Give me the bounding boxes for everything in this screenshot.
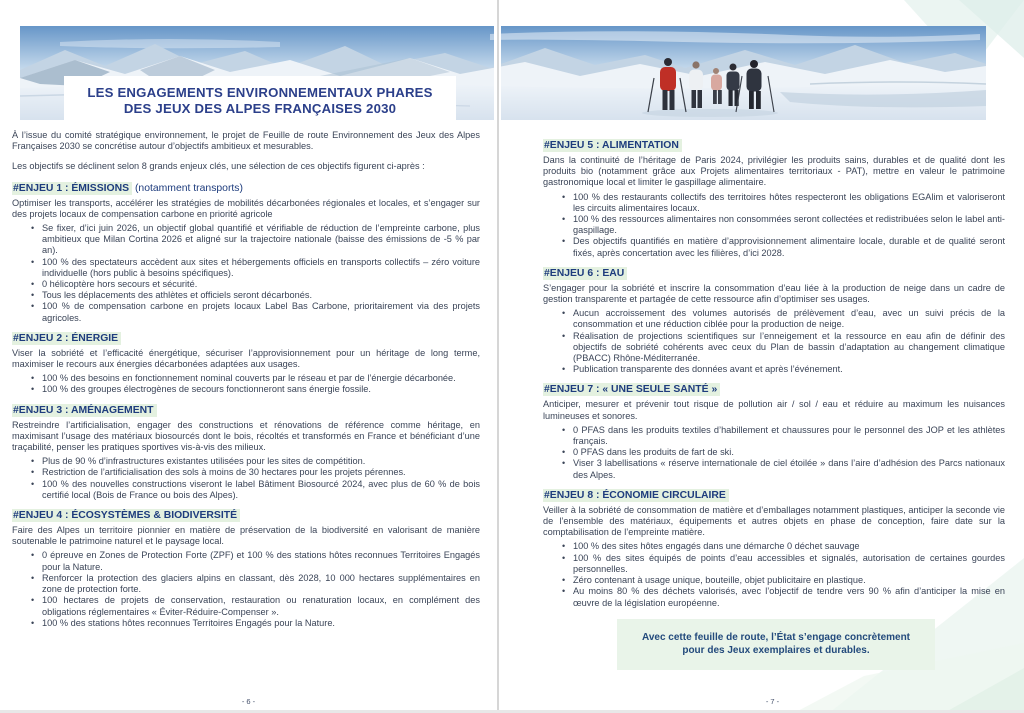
callout-box: Avec cette feuille de route, l’État s’engage concrètement pour des Jeux exemplaires et durables.	[617, 619, 935, 670]
section-bullet-list	[543, 308, 1005, 375]
bullet-item: • 100 % des sites hôtes engagés dans une démarche 0 déchet sauvage	[573, 541, 1005, 552]
section-bullet-list	[543, 192, 1005, 259]
bullet-item: • 100 % des sites équipés de points d’eau accessibles et signalés, autorisation de certaines gourdes personnelles.	[573, 553, 1005, 575]
bullet-item: • Renforcer la protection des glaciers alpins en classant, dès 2028, 10 000 hectares supplémentaires en zone de protection forte.	[42, 573, 480, 595]
left-sections	[12, 182, 480, 629]
section-heading	[543, 267, 1005, 280]
bullet-item: • 100 % des restaurants collectifs des territoires hôtes respecteront les obligations EGAlim et valoriseront les circuits alimentaires locaux.	[573, 192, 1005, 214]
section-enjeu-4	[12, 509, 480, 629]
section-enjeu-2	[12, 332, 480, 396]
intro-paragraph-2: Les objectifs se déclinent selon 8 grands enjeux clés, une sélection de ces objectifs figurent ci-après :	[12, 161, 425, 172]
intro-paragraph-1: À l’issue du comité stratégique environnement, le projet de Feuille de route Environnement des Jeux des Alpes Françaises 2030 se concrétise autour d’objectifs ambitieux et mesurables.	[12, 130, 480, 152]
section-heading-highlight: #ENJEU 3 : AMÉNAGEMENT	[12, 404, 157, 417]
section-heading-highlight: #ENJEU 1 : ÉMISSIONS	[12, 182, 132, 195]
section-intro: Optimiser les transports, accélérer les stratégies de mobilités décarbonées régionales et locales, et s’engager sur des projets locaux de compensation carbone en priorité agricole	[12, 197, 480, 219]
section-intro: Restreindre l’artificialisation, engager des constructions et rénovations de référence comme héritage, en maximisant l’usage des matériaux biosourcés dont le bois, récoltés et transformés en France et bénéficiant d’une traçabilité, penser les pratiques sportives vis-à-vis des milieux.	[12, 419, 480, 453]
page-number-left: - 6 -	[241, 697, 256, 706]
bullet-item: • 0 épreuve en Zones de Protection Forte (ZPF) et 100 % des stations hôtes reconnues Territoires Engagés pour la Nature.	[42, 550, 480, 572]
section-heading	[543, 139, 1005, 152]
bullet-item: • Plus de 90 % d’infrastructures existantes utilisées pour les sites de compétition.	[42, 456, 480, 467]
right-page-column	[543, 131, 1005, 670]
section-intro: Anticiper, mesurer et prévenir tout risque de pollution air / sol / eau et réduire au maximum les nuisances lumineuses et sonores.	[543, 399, 1005, 421]
bullet-item: • 0 PFAS dans les produits de fart de ski.	[573, 447, 1005, 458]
title-box	[64, 76, 456, 126]
bullet-item: • 100 % des spectateurs accèdent aux sites et hébergements officiels en transports collectifs – zéro voiture individuelle (hors public à besoins spécifiques).	[42, 257, 480, 279]
bullet-item: • Tous les déplacements des athlètes et officiels seront décarbonés.	[42, 290, 480, 301]
section-heading	[543, 489, 1005, 502]
section-bullet-list	[543, 541, 1005, 608]
bullet-item: • 100 hectares de projets de conservation, restauration ou renaturation locaux, en complément des obligations réglementaires « Éviter-Réduire-Compenser ».	[42, 595, 480, 617]
section-enjeu-8	[543, 489, 1005, 609]
banner-photo	[20, 26, 986, 120]
bullet-item: • 100 % des ressources alimentaires non consommées seront collectées et redistribuées selon le label anti-gaspillage.	[573, 214, 1005, 236]
section-intro: Viser la sobriété et l’efficacité énergétique, sécuriser l’approvisionnement pour un héritage de long terme, maximiser le recours aux énergies décarbonées adaptées aux usages.	[12, 347, 480, 370]
section-heading-highlight: #ENJEU 7 : « UNE SEULE SANTÉ »	[543, 383, 720, 396]
section-intro: Dans la continuité de l’héritage de Paris 2024, privilégier les produits sains, durables et de qualité dont les produits bio (notamment grâce aux Projets alimentaires territoriaux - PAT), mettre en valeur le patrimoine gastronomique local et limiter le gaspillage alimentaire.	[543, 155, 1005, 188]
section-intro: Faire des Alpes un territoire pionnier en matière de préservation de la biodiversité en valorisant de manière soutenable le patrimoine naturel et le paysage local.	[12, 525, 480, 547]
bullet-item: • Aucun accroissement des volumes autorisés de prélèvement d’eau, avec un suivi précis de la consommation et une réduction ciblée pour la production de neige.	[573, 308, 1005, 330]
page-title-line1: LES ENGAGEMENTS ENVIRONNEMENTAUX PHARES	[87, 85, 433, 100]
section-bullet-list	[543, 425, 1005, 481]
bullet-item: • Des objectifs quantifiés en matière d’approvisionnement alimentaire locale, durable et de qualité seront fixés, après concertation avec les filières, d’ici 2028.	[573, 236, 1005, 258]
right-sections	[543, 139, 1005, 609]
bullet-item: • Zéro contenant à usage unique, bouteille, objet publicitaire en plastique.	[573, 575, 1005, 586]
section-heading	[543, 383, 1005, 396]
page-number-right: - 7 -	[765, 697, 780, 706]
section-heading-highlight: #ENJEU 8 : ÉCONOMIE CIRCULAIRE	[543, 489, 729, 502]
section-bullet-list	[12, 456, 480, 501]
section-bullet-list	[12, 223, 480, 324]
section-heading-highlight: #ENJEU 5 : ALIMENTATION	[543, 139, 682, 152]
bullet-item: • Publication transparente des données avant et après l’événement.	[573, 364, 1005, 375]
section-intro: Veiller à la sobriété de consommation de matière et d’emballages notamment plastiques, anticiper la seconde vie de l’ensemble des matériaux, équipements et autres objets en phase de conception, faire date sur la comptabilisation de l’empreinte matière.	[543, 504, 1005, 538]
section-intro: S’engager pour la sobriété et inscrire la consommation d’eau liée à la production de neige dans un cadre de gestion transparente et partagée de cette ressource afin d’optimiser ses usages.	[543, 282, 1005, 305]
section-enjeu-3	[12, 404, 480, 501]
section-heading	[12, 404, 480, 417]
section-enjeu-7	[543, 383, 1005, 480]
section-heading-highlight: #ENJEU 2 : ÉNERGIE	[12, 332, 121, 345]
bullet-item: • Viser 3 labellisations « réserve internationale de ciel étoilée » dans l’aire d’adhésion des Parcs nationaux des Alpes.	[573, 458, 1005, 480]
section-bullet-list	[12, 550, 480, 628]
bullet-item: • 0 hélicoptère hors secours et sécurité.	[42, 279, 480, 290]
left-page-column	[12, 130, 480, 635]
section-enjeu-1	[12, 182, 480, 324]
section-enjeu-6	[543, 267, 1005, 376]
bullet-item: • Se fixer, d’ici juin 2026, un objectif global quantifié et vérifiable de réduction de l’empreinte carbone, plus ambitieux que Milan Cortina 2026 et aligné sur la trajectoire nationale (baisse des émissions de -5 % par an).	[42, 223, 480, 257]
bullet-item: • Réalisation de projections scientifiques sur l’enneigement et la ressource en eau afin de définir des objectifs de sobriété cohérents avec ceux du Plan de bassin d’adaptation au changement climatique (PBACC) Rhône-Méditerranée.	[573, 331, 1005, 365]
bullet-item: • Au moins 80 % des déchets valorisés, avec l’objectif de tendre vers 90 % afin d’anticiper la mise en œuvre de la législation européenne.	[573, 586, 1005, 608]
page-title-line2: DES JEUX DES ALPES FRANÇAISES 2030	[123, 101, 397, 116]
page-gutter-line	[497, 0, 499, 713]
section-bullet-list	[12, 373, 480, 395]
section-heading	[12, 182, 480, 195]
bullet-item: • 100 % de compensation carbone en projets locaux Label Bas Carbone, prioritairement via des projets agricoles.	[42, 301, 480, 323]
bullet-item: • 100 % des nouvelles constructions viseront le label Bâtiment Biosourcé 2024, avec plus de 60 % de bois certifié local (Bois de France ou bois des Alpes).	[42, 479, 480, 501]
section-heading-suffix: (notamment transports)	[132, 182, 243, 194]
bullet-item: • Restriction de l’artificialisation des sols à moins de 30 hectares pour les projets pérennes.	[42, 467, 480, 478]
bullet-item: • 100 % des groupes électrogènes de secours fonctionneront sans énergie fossile.	[42, 384, 480, 395]
bullet-item: • 100 % des besoins en fonctionnement nominal couverts par le réseau et par de l’énergie décarbonée.	[42, 373, 480, 384]
bullet-item: • 100 % des stations hôtes reconnues Territoires Engagés pour la Nature.	[42, 618, 480, 629]
section-heading-highlight: #ENJEU 4 : ÉCOSYSTÈMES & BIODIVERSITÉ	[12, 509, 240, 522]
bullet-item: • 0 PFAS dans les produits textiles d’habillement et chaussures pour le personnel des JOP et les athlètes français.	[573, 425, 1005, 447]
section-heading-highlight: #ENJEU 6 : EAU	[543, 267, 627, 280]
section-heading	[12, 509, 480, 522]
section-heading	[12, 332, 480, 345]
section-enjeu-5	[543, 139, 1005, 259]
